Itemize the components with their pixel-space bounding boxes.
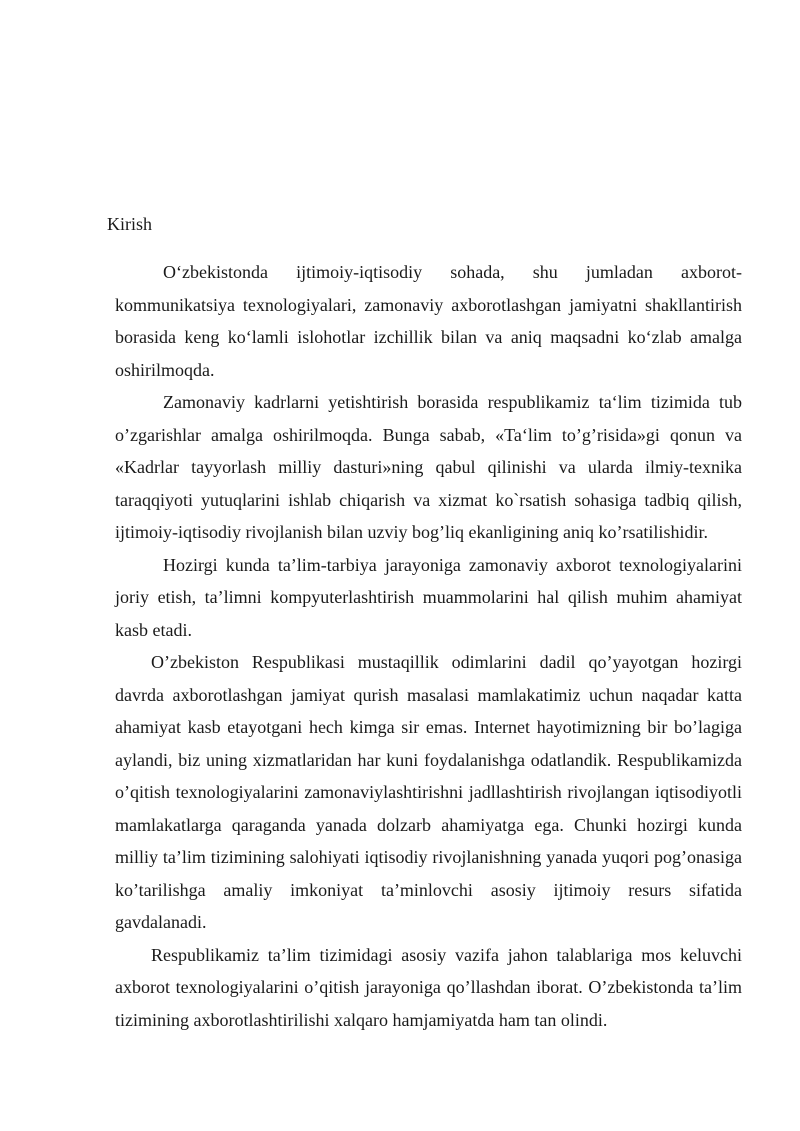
paragraph-4: O’zbekiston Respublikasi mustaqillik odimlarini dadil qo’yayotgan hozirgi davrda axborotlashgan jamiyat qurish masalasi mamlakatimiz uchun naqadar katta ahamiyat kasb etayotgani hech kimga sir emas. Internet hayotimizning bir bo’lagiga aylandi, biz uning xizmatlaridan har kuni foydalanishga odatlandik. Respublikamizda o’qitish texnologiyalarini zamonaviylashtirishni jadllashtirish rivojlangan iqtisodiyotli mamlakatlarga qaraganda yanada dolzarb ahamiyatga ega. Chunki hozirgi kunda milliy ta’lim tizimining salohiyati iqtisodiy rivojlanishning yanada yuqori pog’onasiga ko’tarilishga amaliy imkoniyat ta’minlovchi asosiy ijtimoiy resurs sifatida gavdalanadi. xyxy=(115,652,742,932)
paragraph-5: Respublikamiz ta’lim tizimidagi asosiy vazifa jahon talablariga mos keluvchi axborot texnologiyalarini o’qitish jarayoniga qo’llashdan iborat. O’zbekistonda ta’lim tizimining axborotlashtirilishi xalqaro hamjamiyatda ham tan olindi. xyxy=(115,944,742,1030)
paragraph-2: Zamonaviy kadrlarni yetishtirish borasida respublikamiz ta‘lim tizimida tub o’zgarishlar amalga oshirilmoqda. Bunga sabab, «Ta‘lim to’g’risida»gi qonun va «Kadrlar tayyorlash milliy dasturi»ning qabul qilinishi va ularda ilmiy-texnika taraqqiyoti yutuqlarini ishlab chiqarish va xizmat ko`rsatish sohasiga tadbiq qilish, ijtimoiy-iqtisodiy rivojlanish bilan uzviy bog’liq ekanligining aniq ko’rsatilishidir. xyxy=(115,392,742,542)
document-body xyxy=(115,256,742,1036)
section-heading: Kirish xyxy=(107,214,152,234)
paragraph-1: O‘zbekistonda ijtimoiy-iqtisodiy sohada, shu jumladan axborot-kommunikatsiya texnologiyalari, zamonaviy axborotlashgan jamiyatni shakllantirish borasida keng ko‘lamli islohotlar izchillik bilan va aniq maqsadni ko‘zlab amalga oshirilmoqda. xyxy=(115,262,742,380)
paragraph-3: Hozirgi kunda ta’lim-tarbiya jarayoniga zamonaviy axborot texnologiyalarini joriy etish, ta’limni kompyuterlashtirish muammolarini hal qilish muhim ahamiyat kasb etadi. xyxy=(115,554,742,640)
